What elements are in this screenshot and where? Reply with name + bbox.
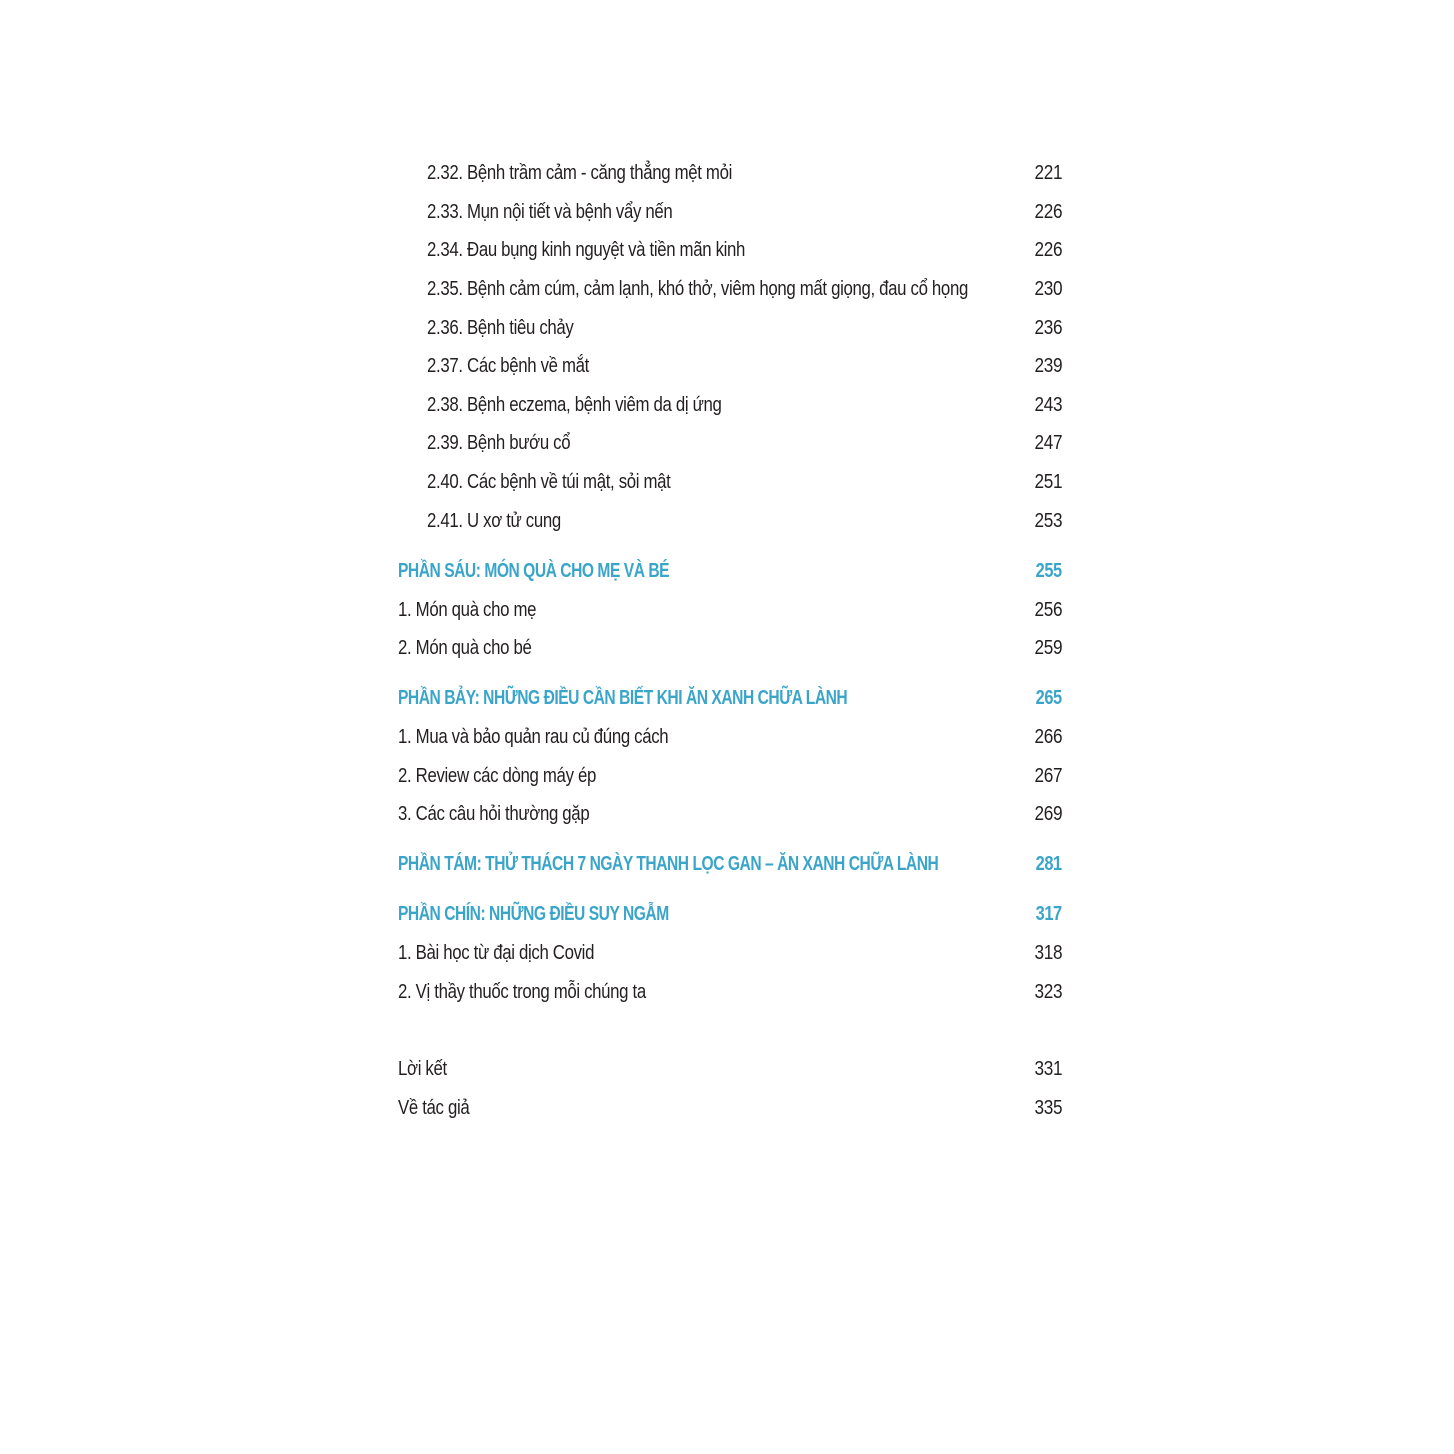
toc-entry-page: 269 <box>1034 803 1062 825</box>
toc-entry-page: 236 <box>1034 317 1062 339</box>
part-heading-page: 255 <box>1036 560 1062 582</box>
toc-entry-label: 2.36. Bệnh tiêu chảy <box>427 317 574 339</box>
part-heading-page: 281 <box>1036 853 1062 875</box>
toc-entry-label: 1. Món quà cho mẹ <box>398 599 537 621</box>
toc-entry-label: 3. Các câu hỏi thường gặp <box>398 803 590 825</box>
toc-entry-label: Về tác giả <box>398 1097 470 1119</box>
toc-entry[interactable] <box>398 799 1062 829</box>
toc-entry-page: 251 <box>1034 471 1062 493</box>
toc-entry[interactable] <box>398 467 1062 497</box>
toc-entry[interactable] <box>398 595 1062 625</box>
toc-entry[interactable] <box>398 761 1062 791</box>
toc-entry-label: 2.39. Bệnh bướu cổ <box>427 432 571 454</box>
part-heading-title: PHẦN SÁU: MÓN QUÀ CHO MẸ VÀ BÉ <box>398 560 670 582</box>
toc-entry[interactable] <box>398 633 1062 663</box>
toc-entry-page: 256 <box>1034 599 1062 621</box>
toc-entry[interactable] <box>398 977 1062 1007</box>
toc-entry-page: 226 <box>1034 239 1062 261</box>
toc-entry-label: 2.37. Các bệnh về mắt <box>427 355 589 377</box>
toc-entry-label: 2.40. Các bệnh về túi mật, sỏi mật <box>427 471 671 493</box>
toc-entry-about-author[interactable] <box>398 1093 1062 1123</box>
toc-entry-page: 243 <box>1034 394 1062 416</box>
toc-entry[interactable] <box>398 428 1062 458</box>
toc-entry-label: 2.41. U xơ tử cung <box>427 510 561 532</box>
toc-entry-label: 1. Bài học từ đại dịch Covid <box>398 942 595 964</box>
toc-entry-closing[interactable] <box>398 1054 1062 1084</box>
toc-entry-page: 267 <box>1034 765 1062 787</box>
toc-part-heading[interactable] <box>398 849 1062 879</box>
toc-entry-page: 253 <box>1034 510 1062 532</box>
toc-entry[interactable] <box>398 197 1062 227</box>
toc-entry-label: 2. Vị thầy thuốc trong mỗi chúng ta <box>398 981 646 1003</box>
toc-entry-page: 247 <box>1034 432 1062 454</box>
part-heading-page: 265 <box>1036 687 1062 709</box>
toc-entry-label: 2.34. Đau bụng kinh nguyệt và tiền mãn kinh <box>427 239 746 261</box>
toc-entry[interactable] <box>398 351 1062 381</box>
toc-entry-label: 2. Review các dòng máy ép <box>398 765 596 787</box>
toc-entry-label: 1. Mua và bảo quản rau củ đúng cách <box>398 726 669 748</box>
toc-entry[interactable] <box>398 938 1062 968</box>
toc-entry-page: 331 <box>1034 1058 1062 1080</box>
toc-entry-page: 221 <box>1034 162 1062 184</box>
part-heading-page: 317 <box>1036 903 1062 925</box>
part-heading-title: PHẦN TÁM: THỬ THÁCH 7 NGÀY THANH LỌC GAN – ĂN XANH CHỮA LÀNH <box>398 853 939 875</box>
toc-entry-page: 239 <box>1034 355 1062 377</box>
toc-entry-page: 318 <box>1034 942 1062 964</box>
toc-entry-page: 230 <box>1034 278 1062 300</box>
toc-part-heading[interactable] <box>398 899 1062 929</box>
toc-entry[interactable] <box>398 506 1062 536</box>
toc-entry-page: 335 <box>1034 1097 1062 1119</box>
toc-entry-label: 2. Món quà cho bé <box>398 637 532 659</box>
toc-entry-page: 323 <box>1034 981 1062 1003</box>
part-heading-title: PHẦN CHÍN: NHỮNG ĐIỀU SUY NGẪM <box>398 903 669 925</box>
toc-entry[interactable] <box>398 313 1062 343</box>
toc-entry[interactable] <box>398 390 1062 420</box>
toc-entry[interactable] <box>398 274 1062 304</box>
toc-part-heading[interactable] <box>398 683 1062 713</box>
toc-entry-label: 2.38. Bệnh eczema, bệnh viêm da dị ứng <box>427 394 722 416</box>
toc-entry-label: 2.33. Mụn nội tiết và bệnh vẩy nến <box>427 201 673 223</box>
toc-entry-label: 2.35. Bệnh cảm cúm, cảm lạnh, khó thở, viêm họng mất giọng, đau cổ họng <box>427 278 968 300</box>
toc-entry[interactable] <box>398 235 1062 265</box>
toc-entry[interactable] <box>398 722 1062 752</box>
toc-entry-page: 266 <box>1034 726 1062 748</box>
toc-entry[interactable] <box>398 158 1062 188</box>
toc-entry-label: 2.32. Bệnh trầm cảm - căng thẳng mệt mỏi <box>427 162 732 184</box>
toc-entry-label: Lời kết <box>398 1058 447 1080</box>
part-heading-title: PHẦN BẢY: NHỮNG ĐIỀU CẦN BIẾT KHI ĂN XANH CHỮA LÀNH <box>398 687 848 709</box>
toc-entry-page: 226 <box>1034 201 1062 223</box>
toc-part-heading[interactable] <box>398 556 1062 586</box>
toc-entry-page: 259 <box>1034 637 1062 659</box>
